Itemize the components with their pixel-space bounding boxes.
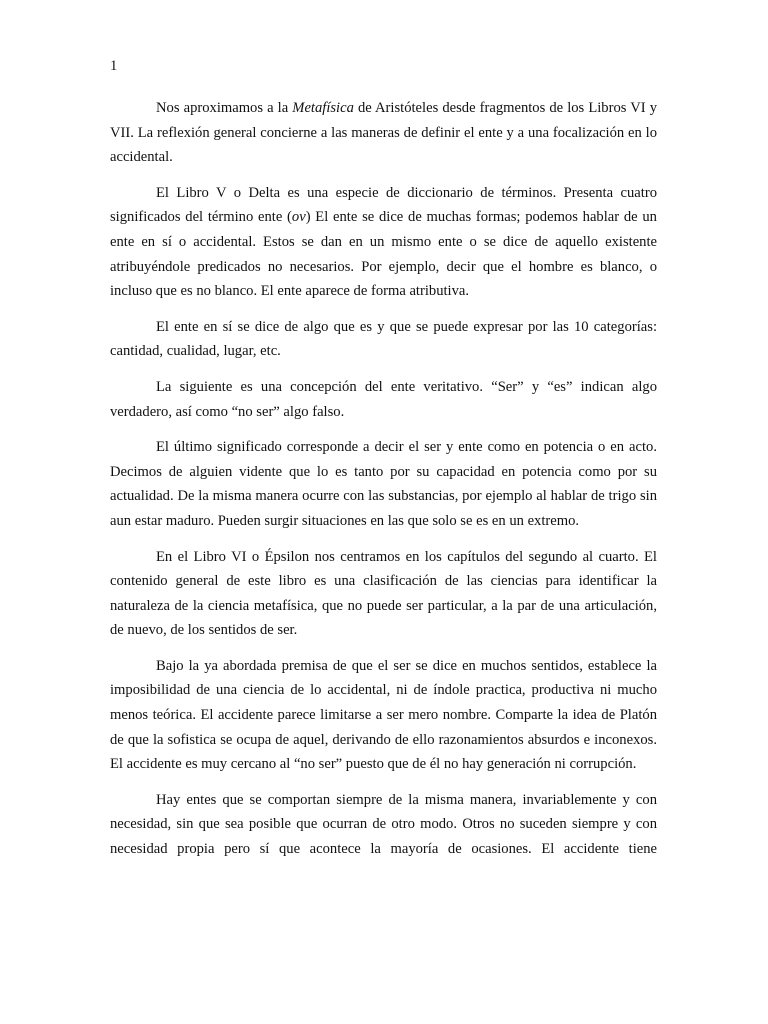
italic-term: Metafísica (292, 100, 354, 116)
paragraph-1 (110, 96, 657, 170)
paragraph-4: La siguiente es una concepción del ente veritativo. “Ser” y “es” indican algo verdadero, así como “no ser” algo falso. (110, 378, 657, 420)
paragraph-6: En el Libro VI o Épsilon nos centramos en los capítulos del segundo al cuarto. El contenido general de este libro es una clasificación de las ciencias para identificar la naturaleza de la ciencia metafísica, que no puede ser particular, a la par de una articulación, de nuevo, de los sentidos de ser. (110, 548, 657, 639)
paragraph-text: Nos aproximamos a la (156, 100, 293, 116)
body-text (110, 96, 657, 873)
page-number: 1 (110, 58, 118, 74)
paragraph-7: Bajo la ya abordada premisa de que el ser se dice en muchos sentidos, establece la imposibilidad de una ciencia de lo accidental, ni de índole practica, productiva ni mucho menos teórica. El accidente parece limitarse a ser mero nombre. Comparte la idea de Platón de que la sofistica se ocupa de aquel, derivando de ello razonamientos absurdos e inconexos. El accidente es muy cercano al “no ser” puesto que de él no hay generación ni corrupción. (110, 657, 657, 773)
paragraph-text: El Libro V o Delta es una especie de diccionario de términos. Presenta cuatro significados del término ente ( (110, 184, 657, 226)
paragraph-3: El ente en sí se dice de algo que es y que se puede expresar por las 10 categorías: cantidad, cualidad, lugar, etc. (110, 318, 657, 360)
paragraph-text: ) El ente se dice de muchas formas; podemos hablar de un ente en sí o accidental. Estos se dan en un mismo ente o se dice de aquello existente atribuyéndole predicados no necesarios. Por ejemplo, decir que el hombre es blanco, o incluso que es no blanco. El ente aparece de forma atributiva. (110, 209, 657, 300)
italic-term: ov (291, 209, 306, 226)
paragraph-8: Hay entes que se comportan siempre de la misma manera, invariablemente y con necesidad, sin que sea posible que ocurran de otro modo. Otros no suceden siempre y con necesidad propia pero sí que acontece la mayoría de ocasiones. El accidente tiene (110, 791, 657, 858)
paragraph-5: El último significado corresponde a decir el ser y ente como en potencia o en acto. Decimos de alguien vidente que lo es tanto por su capacidad en potencia como por su actualidad. De la misma manera ocurre con las substancias, por ejemplo al hablar de trigo sin aun estar maduro. Pueden surgir situaciones en las que solo se es en un extremo. (110, 439, 657, 529)
paragraph-text: de Aristóteles desde fragmentos de los Libros VI y VII. La reflexión general concierne a las maneras de definir el ente y a una focalización en lo accidental. (110, 100, 658, 166)
paragraph-2 (110, 181, 657, 304)
